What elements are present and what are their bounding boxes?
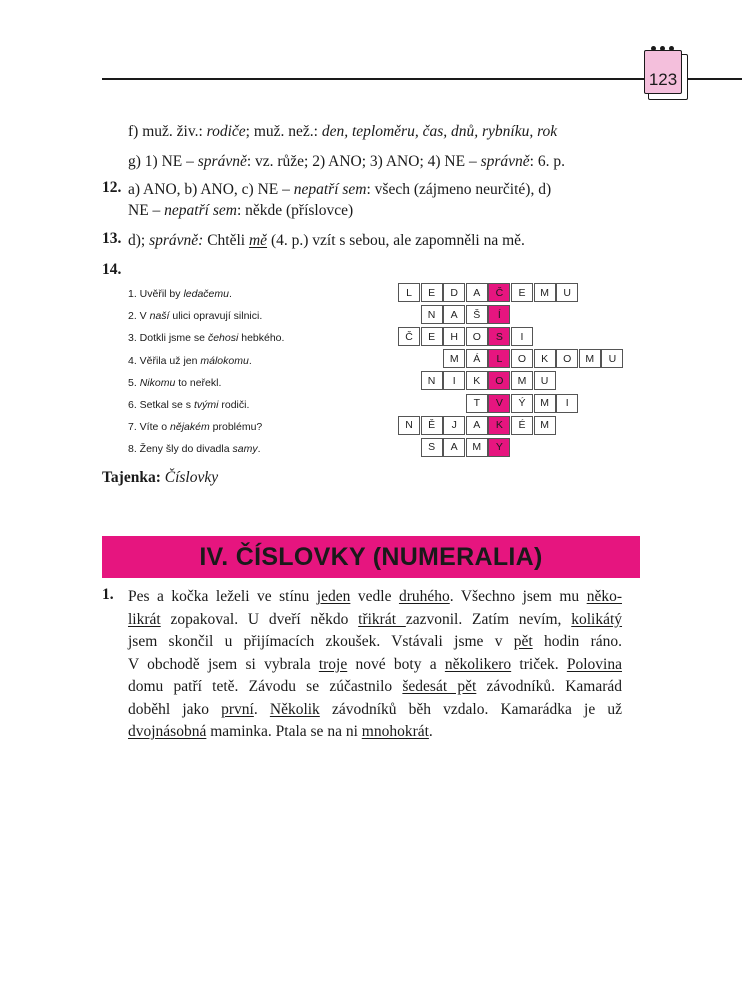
clue-keyword: naší (149, 310, 170, 323)
numeral-underlined: Několik (269, 700, 320, 718)
crossword-cell: K (534, 349, 556, 368)
numeral-underlined: druhého (398, 588, 450, 605)
crossword-cell: A (443, 438, 465, 457)
tajenka-label: Tajenka: (102, 469, 161, 486)
crossword-clue (128, 442, 261, 456)
exercise-text: zazvonil. Zatím nevím, (405, 610, 572, 628)
binder-ring-icon (669, 46, 674, 51)
crossword-cell: M (534, 416, 556, 435)
crossword-cell: N (421, 305, 443, 324)
clue-text: 5. (128, 376, 140, 389)
crossword-cell: J (443, 416, 465, 435)
exercise-1-line (128, 609, 622, 631)
clue-text: . (248, 354, 252, 367)
crossword-cell: I (511, 327, 533, 346)
crossword-cell: D (443, 283, 465, 302)
crossword-clue (128, 331, 284, 345)
numeral-underlined: pět (513, 633, 533, 650)
crossword-cell: L (398, 283, 420, 302)
crossword-cell: A (443, 305, 465, 324)
clue-text: hebkého. (238, 332, 285, 345)
answer-f (128, 121, 557, 143)
crossword-cell: M (443, 349, 465, 368)
answer-13-text: d); (128, 232, 150, 249)
answer-12-italic: nepatří sem (164, 202, 237, 219)
exercise-text: doběhl jako (128, 700, 222, 718)
numeral-underlined: troje (318, 655, 348, 673)
exercise-text: zopakoval. U dveří někdo (160, 610, 359, 628)
section-header (102, 536, 640, 578)
answer-g-italic: správně (197, 153, 247, 170)
exercise-text: nové boty a (347, 655, 445, 673)
crossword-cell: H (443, 327, 465, 346)
numeral-underlined: něko- (586, 588, 622, 605)
binder-ring-icon (651, 46, 656, 51)
crossword-clue (128, 354, 252, 368)
exercise-text: . (428, 723, 433, 740)
crossword-cell: U (534, 371, 556, 390)
crossword-cell: E (421, 283, 443, 302)
crossword-solution-cell: S (488, 327, 510, 346)
crossword-cell: K (466, 371, 488, 390)
crossword-cell: A (466, 283, 488, 302)
clue-keyword: čehosi (207, 332, 239, 345)
binder-ring-icon (660, 46, 665, 51)
answer-12-text: a) ANO, b) ANO, c) NE – (128, 181, 294, 198)
question-number-14: 14. (102, 261, 122, 278)
crossword-solution-cell: O (488, 371, 510, 390)
answer-13-text: Chtěli (203, 232, 249, 249)
clue-text: 1. Uvěřil by (128, 288, 184, 300)
numeral-underlined: třikrát (358, 610, 406, 628)
exercise-1-line (128, 631, 622, 653)
numeral-underlined: dvojnásobná (128, 723, 207, 740)
exercise-text: domu patří tetě. Závodu se zúčastnilo (128, 678, 403, 695)
crossword-cell: M (466, 438, 488, 457)
clue-keyword: málokomu (200, 354, 249, 367)
clue-text: . (257, 443, 261, 456)
numeral-underlined: Polovina (566, 655, 622, 673)
crossword-solution-cell: Y (488, 438, 510, 457)
crossword-solution-cell: Č (488, 283, 510, 302)
answer-f-text: f) muž. živ.: (128, 123, 207, 140)
question-number-13: 13. (102, 230, 122, 247)
crossword-clue (128, 309, 262, 323)
exercise-number-1: 1. (102, 586, 114, 603)
crossword-cell: E (511, 283, 533, 302)
answer-g-text: g) 1) NE – (128, 153, 198, 170)
answer-g (128, 151, 565, 173)
clue-keyword: tvými (193, 399, 219, 411)
numeral-underlined: kolikátý (571, 610, 623, 628)
crossword-cell: Š (466, 305, 488, 324)
numeral-underlined: první (221, 700, 254, 718)
crossword-cell: N (398, 416, 420, 435)
tajenka (102, 467, 218, 489)
crossword-cell: O (556, 349, 578, 368)
answer-f-italic: den, teploměru, čas, dnů, rybníku, rok (321, 123, 558, 140)
crossword-clue (128, 420, 262, 434)
crossword-cell: M (534, 394, 556, 413)
exercise-text: jsem skončil u přijímacích zkoušek. Vstávali jsme v (128, 633, 514, 650)
numeral-underlined: mnohokrát (361, 723, 429, 740)
exercise-1-line (128, 654, 622, 676)
crossword-cell: O (466, 327, 488, 346)
clue-text: 6. Setkal se s (128, 399, 194, 411)
clue-keyword: nějakém (170, 421, 210, 434)
exercise-text: V obchodě jsem si vybrala (128, 655, 319, 673)
answer-13-italic: správně: (149, 232, 204, 249)
crossword-cell: I (443, 371, 465, 390)
exercise-1-line (128, 586, 622, 608)
exercise-text: vedle (350, 588, 399, 605)
answer-f-italic: rodiče (206, 123, 246, 140)
crossword-clue (128, 287, 232, 301)
clue-keyword: Nikomu (139, 376, 176, 389)
numeral-underlined: šedesát pět (402, 678, 477, 695)
tajenka-value: Číslovky (164, 469, 219, 486)
answer-13-text: (4. p.) vzít s sebou, ale zapomněli na mě. (267, 232, 525, 249)
crossword-solution-cell: Í (488, 305, 510, 324)
answer-12-text: NE – (128, 202, 165, 219)
clue-keyword: samy (232, 443, 258, 456)
clue-keyword: ledačemu (183, 288, 229, 300)
exercise-text: hodin ráno. (532, 633, 622, 650)
exercise-1-line (128, 699, 622, 721)
crossword-cell: É (511, 416, 533, 435)
crossword-cell: N (421, 371, 443, 390)
exercise-text: . Všechno jsem mu (449, 588, 587, 605)
crossword-cell: M (579, 349, 601, 368)
crossword-cell: Č (398, 327, 420, 346)
answer-g-text: : 6. p. (529, 153, 565, 170)
crossword-solution-cell: L (488, 349, 510, 368)
crossword-cell: A (466, 416, 488, 435)
exercise-1-line (128, 676, 622, 698)
answer-13-underlined: mě (248, 232, 268, 249)
section-title: IV. ČÍSLOVKY (NUMERALIA) (199, 542, 543, 571)
answer-12-text: : všech (zájmeno neurčité), d) (366, 181, 552, 198)
crossword-cell: Ě (421, 416, 443, 435)
crossword-cell: I (556, 394, 578, 413)
crossword-cell: M (534, 283, 556, 302)
numeral-underlined: jeden (316, 588, 351, 605)
exercise-text: maminka. Ptala se na ni (206, 723, 362, 740)
crossword-cell: S (421, 438, 443, 457)
clue-text: 8. Ženy šly do divadla (128, 443, 233, 456)
crossword-cell: U (556, 283, 578, 302)
crossword-cell: Ý (511, 394, 533, 413)
page-number: 123 (644, 50, 682, 94)
crossword-solution-cell: K (488, 416, 510, 435)
numeral-underlined: několikero (444, 655, 512, 673)
exercise-text: triček. (511, 655, 567, 673)
answer-13 (128, 230, 525, 252)
clue-text: 4. Věřila už jen (128, 354, 201, 367)
crossword-clue (128, 398, 249, 412)
clue-text: . (228, 288, 232, 300)
crossword-cell: M (511, 371, 533, 390)
clue-text: rodiči. (218, 399, 250, 411)
crossword-cell: O (511, 349, 533, 368)
answer-12-italic: nepatří sem (293, 181, 367, 198)
numeral-underlined: likrát (128, 610, 161, 628)
clue-text: 3. Dotkli jsme se (128, 332, 208, 345)
question-number-12: 12. (102, 179, 122, 196)
crossword-cell: T (466, 394, 488, 413)
exercise-text: . (253, 700, 270, 718)
answer-f-text: ; muž. než.: (245, 123, 322, 140)
crossword-solution-cell: V (488, 394, 510, 413)
crossword-clue (128, 376, 221, 390)
exercise-1-line (128, 721, 622, 743)
clue-text: to neřekl. (175, 376, 222, 389)
answer-12-line-1 (128, 179, 551, 201)
clue-text: ulici opravují silnici. (169, 310, 263, 323)
answer-g-text: : vz. růže; 2) ANO; 3) ANO; 4) NE – (246, 153, 481, 170)
clue-text: 7. Víte o (128, 421, 171, 434)
page-number-tab (644, 50, 686, 100)
clue-text: problému? (209, 421, 263, 434)
answer-g-italic: správně (480, 153, 530, 170)
crossword-cell: E (421, 327, 443, 346)
clue-text: 2. V (128, 310, 150, 323)
answer-12-text: : někde (příslovce) (236, 202, 354, 219)
answer-12-line-2 (128, 200, 353, 222)
exercise-text: Pes a kočka leželi ve stínu (128, 588, 317, 605)
crossword-cell: U (601, 349, 623, 368)
exercise-text: závodníků. Kamarád (476, 678, 622, 695)
crossword-cell: Á (466, 349, 488, 368)
exercise-text: závodníků běh vzdalo. Kamarádka je už (319, 700, 622, 718)
